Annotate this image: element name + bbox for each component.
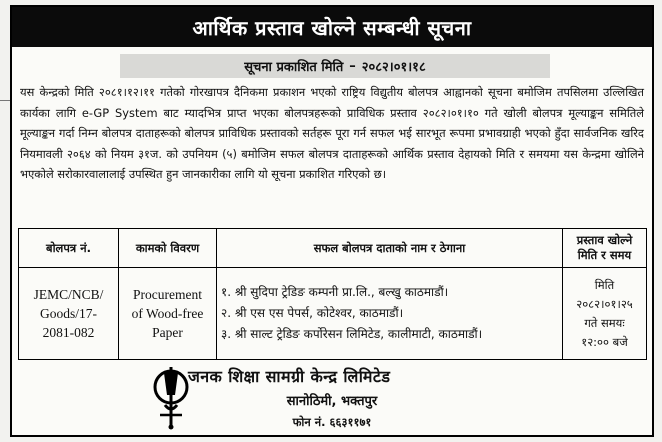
- company-phone: फोन नं. ६६३११७१: [292, 415, 372, 429]
- header-opening-date: [563, 229, 647, 268]
- bidders-cell: [217, 268, 563, 360]
- notice-title: आर्थिक प्रस्ताव खोल्ने सम्बन्धी सूचना: [12, 7, 652, 47]
- description-cell: [119, 268, 217, 360]
- company-footer: [12, 361, 652, 435]
- published-separator: –: [349, 58, 356, 74]
- date-line: १२:०० बजे: [581, 334, 628, 349]
- notice-body: यस केन्द्रको मिति २०८१।१२।११ गतेको गोरखापत्र दैनिकमा प्रकाशन भएको राष्ट्रिय विद्युतीय बोलपत्र आह्वानको सूचना बमोजिम तपसिलमा उल्लिखित कार्यका लागि e-GP System बाट म्यादभित्र प्राप्त भएका बोलपत्रहरूको प्राविधिक प्रस्ताव २०८२।०१।१० गते खोली बोलपत्र मूल्याङ्कन समितिले मूल्याङ्कन गर्दा निम्न बोलपत्र दाताहरूको बोलपत्र प्राविधिक प्रस्तावको सर्तहरू पूरा गर्न सफल भई सारभूत रूपमा प्रभावग्राही भएको हुँदा सार्वजनिक खरिद नियमावली २०६४ को नियम ३१ज. को उपनियम (५) बमोजिम सफल बोलपत्र दाताहरूको आर्थिक प्रस्ताव देहायको मिति र समयमा यस केन्द्रमा खोलिने भएकोले सरोकारवालालाई उपस्थित हुन जानकारीका लागि यो सूचना प्रकाशित गरिएको छ।: [20, 85, 644, 182]
- published-label: सूचना प्रकाशित मिति: [244, 60, 344, 75]
- bidder-item: १. श्री सुदिपा ट्रेडिङ कम्पनी प्रा.लि., बल्खु काठमाडौं।: [221, 285, 449, 299]
- bid-number-line: 2081-082: [42, 325, 95, 340]
- bid-number-line: Goods/17-: [40, 306, 97, 321]
- margin-rule: [0, 100, 10, 101]
- bid-number-cell: [19, 268, 119, 360]
- opening-date-cell: [563, 268, 647, 360]
- description-line: Procurement: [133, 287, 202, 302]
- description-line: Paper: [152, 325, 183, 340]
- bid-table-header: [19, 229, 647, 268]
- table-row: [19, 268, 647, 360]
- company-address: सानोठिमी, भक्तपुर: [286, 394, 378, 409]
- bid-table: [18, 228, 647, 360]
- date-line: मिति: [594, 277, 615, 292]
- published-date-bar: [120, 54, 550, 78]
- header-date-line: प्रस्ताव खोल्ने: [576, 233, 633, 247]
- notice-box: [10, 5, 654, 437]
- bidder-item: २. श्री एस एस पेपर्स, कोटेश्वर, काठमाडौं।: [221, 306, 404, 320]
- header-bidders: सफल बोलपत्र दाताको नाम र ठेगाना: [217, 229, 563, 268]
- description-line: of Wood-free: [131, 306, 204, 321]
- bid-number-line: JEMC/NCB/: [33, 287, 104, 302]
- date-line: गते समयः: [584, 315, 625, 330]
- header-description: कामको विवरण: [119, 229, 217, 268]
- company-name: जनक शिक्षा सामग्री केन्द्र लिमिटेड: [188, 367, 391, 386]
- date-line: २०८२।०१।२५: [576, 296, 633, 311]
- bidder-item: ३. श्री साल्ट ट्रेडिङ कर्पोरेसन लिमिटेड, कालीमाटी, काठमाडौं।: [221, 327, 483, 341]
- header-bid-no: बोलपत्र नं.: [19, 229, 119, 268]
- published-date: २०८२।०१।१८: [361, 60, 426, 75]
- header-date-line: मिति र समय: [577, 248, 632, 262]
